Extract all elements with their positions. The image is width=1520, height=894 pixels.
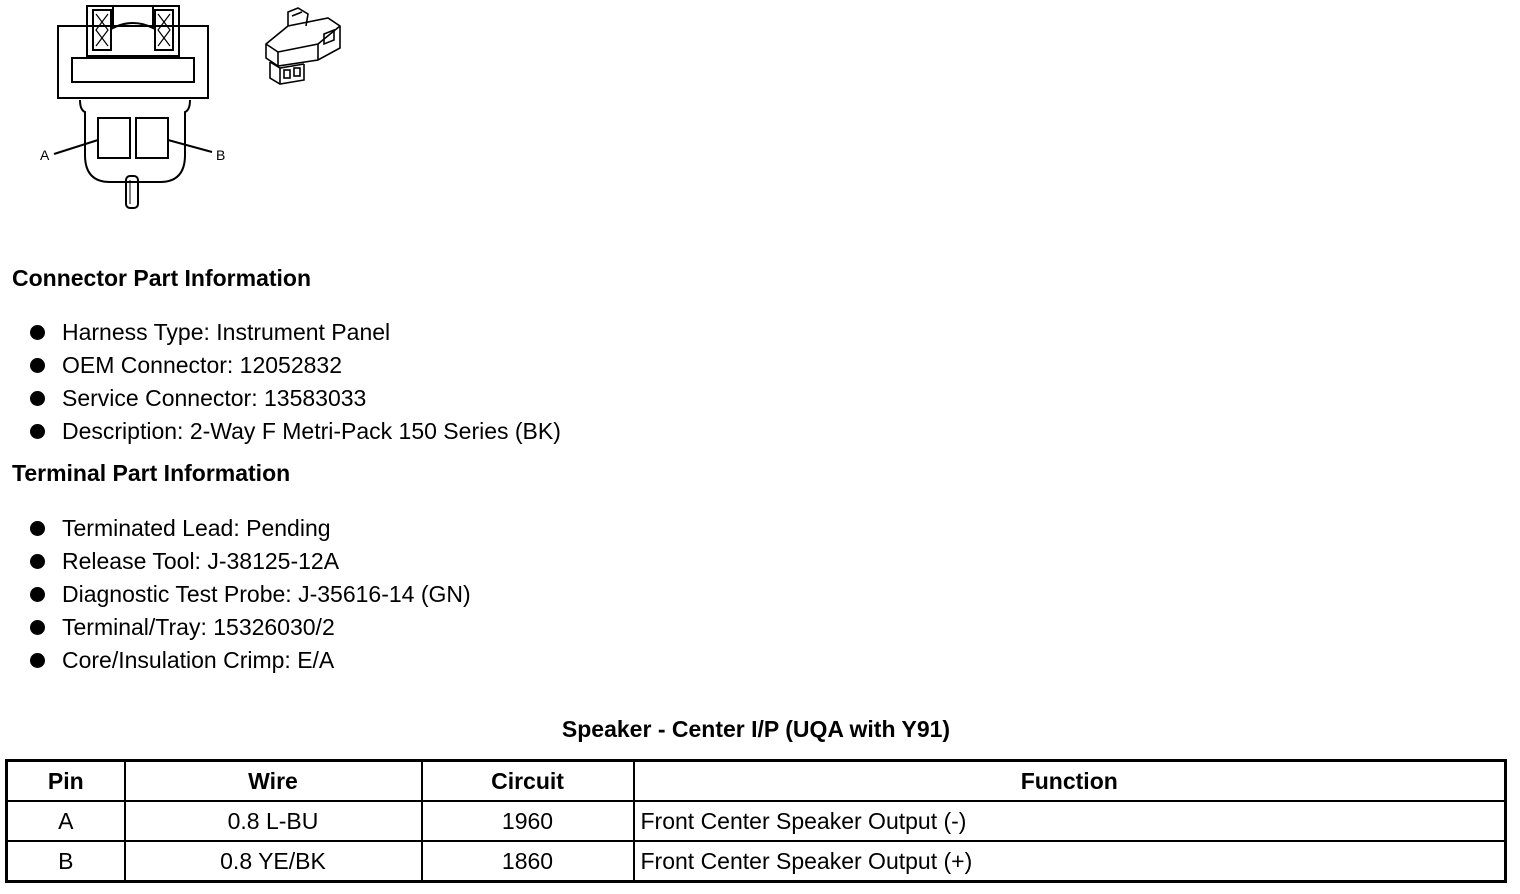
connector-latch bbox=[87, 6, 179, 56]
table-header-row bbox=[7, 761, 1506, 802]
cell-pin: A bbox=[7, 801, 125, 841]
connector-shell bbox=[58, 26, 208, 98]
pin-label-a: A bbox=[40, 147, 50, 163]
connector-face-diagram bbox=[30, 0, 240, 220]
cell-function: Front Center Speaker Output (+) bbox=[634, 841, 1506, 882]
list-item bbox=[28, 578, 471, 611]
list-item-text: Description: 2-Way F Metri-Pack 150 Series (BK) bbox=[62, 418, 561, 444]
list-item bbox=[28, 545, 471, 578]
table-row bbox=[7, 801, 1506, 841]
header-function: Function bbox=[634, 761, 1506, 802]
bullet-icon bbox=[30, 587, 45, 602]
bullet-icon bbox=[30, 620, 45, 635]
bullet-icon bbox=[30, 554, 45, 569]
cell-circuit: 1960 bbox=[422, 801, 634, 841]
bullet-icon bbox=[30, 424, 45, 439]
list-item bbox=[28, 512, 471, 545]
table-title: Speaker - Center I/P (UQA with Y91) bbox=[561, 716, 951, 742]
list-item bbox=[28, 382, 561, 415]
list-item-text: Terminated Lead: Pending bbox=[62, 515, 331, 541]
pin-label-b: B bbox=[216, 147, 226, 163]
list-item-text: Harness Type: Instrument Panel bbox=[62, 319, 391, 345]
list-item bbox=[28, 644, 471, 677]
list-item-text: Core/Insulation Crimp: E/A bbox=[62, 647, 335, 673]
cavity-b bbox=[136, 118, 168, 158]
list-item-text: Terminal/Tray: 15326030/2 bbox=[62, 614, 335, 640]
list-item bbox=[28, 415, 561, 448]
header-wire: Wire bbox=[125, 761, 422, 802]
table-row bbox=[7, 841, 1506, 882]
cell-function: Front Center Speaker Output (-) bbox=[634, 801, 1506, 841]
connector-info-list bbox=[28, 316, 561, 448]
list-item bbox=[28, 316, 561, 349]
list-item bbox=[28, 611, 471, 644]
header-circuit: Circuit bbox=[422, 761, 634, 802]
header-pin: Pin bbox=[7, 761, 125, 802]
list-item-text: Service Connector: 13583033 bbox=[62, 385, 367, 411]
bullet-icon bbox=[30, 391, 45, 406]
cell-wire: 0.8 YE/BK bbox=[125, 841, 422, 882]
list-item-text: OEM Connector: 12052832 bbox=[62, 352, 343, 378]
cell-circuit: 1860 bbox=[422, 841, 634, 882]
terminal-info-heading: Terminal Part Information bbox=[12, 460, 291, 486]
bullet-icon bbox=[30, 653, 45, 668]
list-item-text: Release Tool: J-38125-12A bbox=[62, 548, 340, 574]
bullet-icon bbox=[30, 358, 45, 373]
bullet-icon bbox=[30, 325, 45, 340]
pin-table bbox=[5, 759, 1507, 883]
bullet-icon bbox=[30, 521, 45, 536]
connector-key bbox=[126, 176, 138, 208]
connector-isometric-icon bbox=[258, 4, 348, 88]
cell-wire: 0.8 L-BU bbox=[125, 801, 422, 841]
connector-info-heading: Connector Part Information bbox=[12, 265, 312, 291]
list-item-text: Diagnostic Test Probe: J-35616-14 (GN) bbox=[62, 581, 471, 607]
cavity-a bbox=[98, 118, 130, 158]
list-item bbox=[28, 349, 561, 382]
terminal-info-list bbox=[28, 512, 471, 677]
cell-pin: B bbox=[7, 841, 125, 882]
